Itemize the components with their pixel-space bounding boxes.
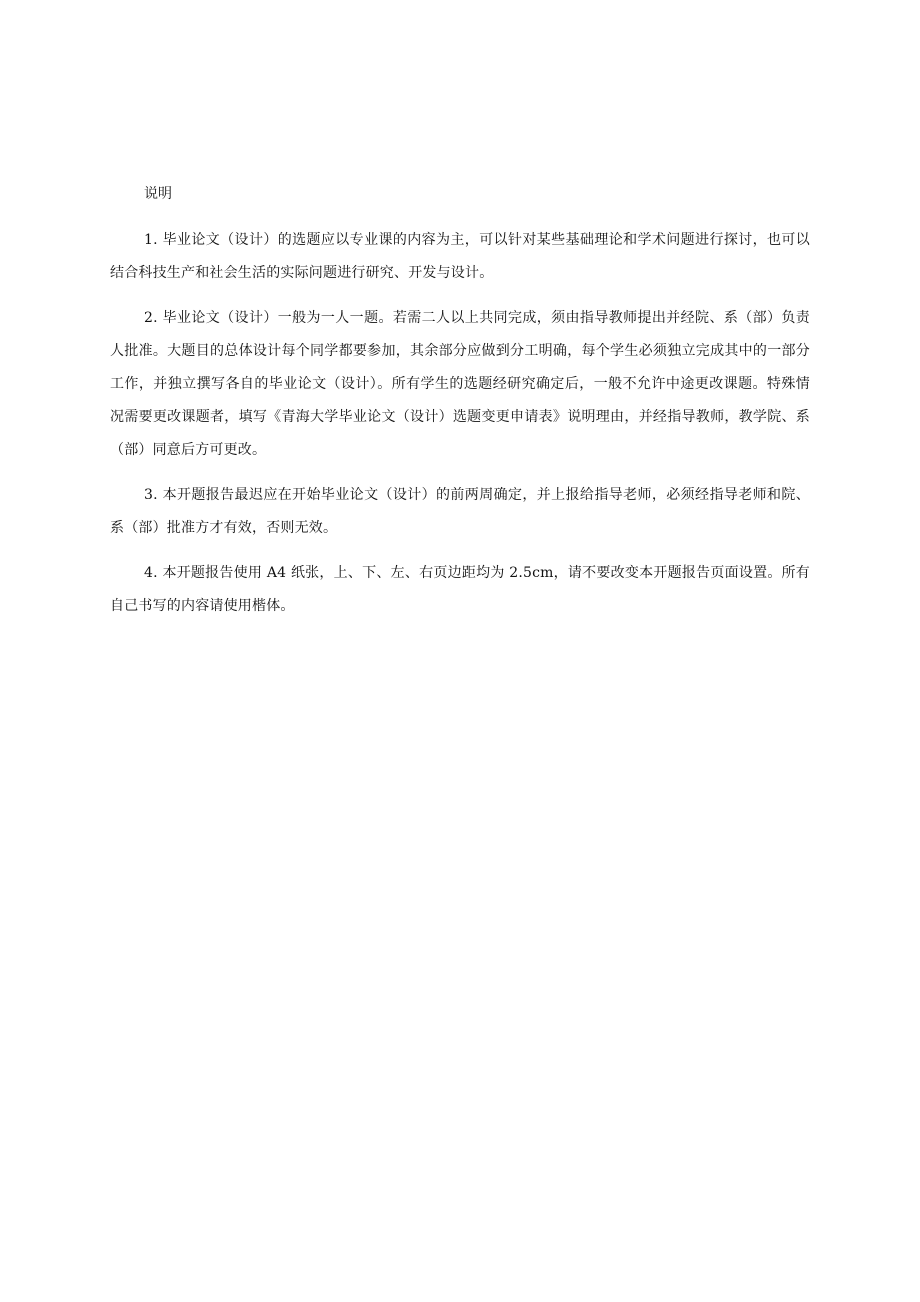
instruction-item-1: 1. 毕业论文（设计）的选题应以专业课的内容为主，可以针对某些基础理论和学术问题进行探讨，也可以结合科技生产和社会生活的实际问题进行研究、开发与设计。 — [110, 232, 810, 281]
document-page — [110, 178, 810, 635]
instruction-item-3: 3. 本开题报告最迟应在开始毕业论文（设计）的前两周确定，并上报给指导老师，必须经指导老师和院、系（部）批准方才有效，否则无效。 — [110, 487, 810, 536]
instructions-heading: 说明 — [144, 186, 172, 202]
instruction-item-4: 4. 本开题报告使用 A4 纸张，上、下、左、右页边距均为 2.5cm，请不要改变本开题报告页面设置。所有自己书写的内容请使用楷体。 — [110, 565, 810, 614]
instruction-item-2: 2. 毕业论文（设计）一般为一人一题。若需二人以上共同完成，须由指导教师提出并经院、系（部）负责人批准。大题目的总体设计每个同学都要参加，其余部分应做到分工明确，每个学生必须独立完成其中的一部分工作，并独立撰写各自的毕业论文（设计）。所有学生的选题经研究确定后，一般不允许中途更改课题。特殊情况需要更改课题者，填写《青海大学毕业论文（设计）选题变更申请表》说明理由，并经指导教师，教学院、系（部）同意后方可更改。 — [110, 310, 810, 458]
